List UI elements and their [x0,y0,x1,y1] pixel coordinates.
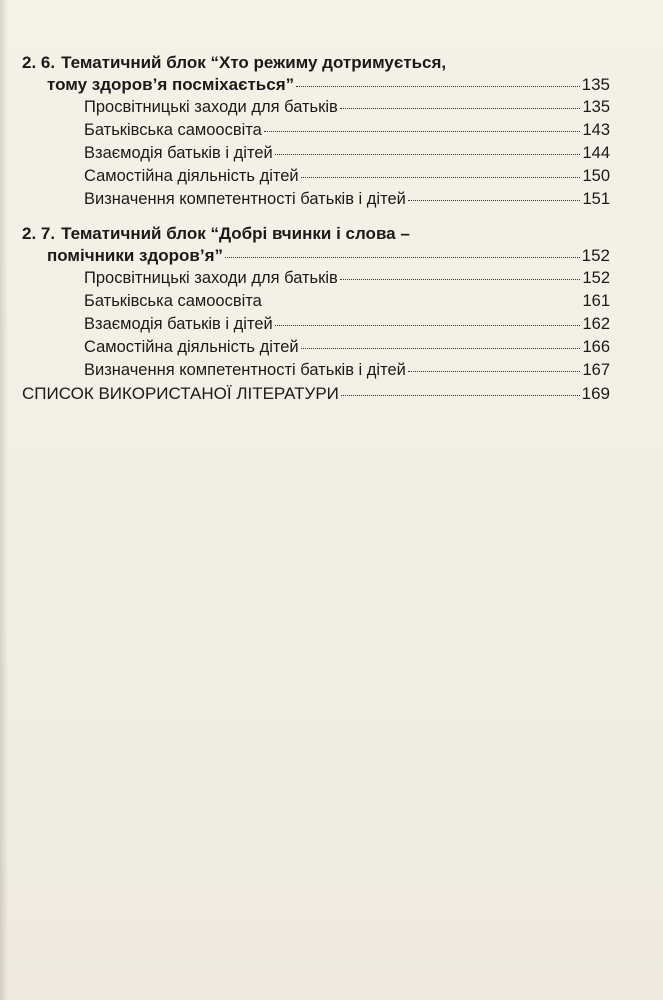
page-number: 169 [581,384,610,403]
toc-item[interactable] [22,119,610,142]
toc-item-label: Визначення компетентності батьків і дітей [84,190,406,208]
toc-item[interactable] [22,165,610,188]
leader-space [264,302,581,303]
leader-dots [264,131,581,132]
page-number: 152 [582,269,610,287]
section-number: 2. 7. [22,224,56,243]
toc-item[interactable] [22,336,610,359]
section-number: 2. 6. [22,53,56,72]
section-gap [22,211,610,223]
leader-dots [340,279,581,280]
leader-dots [408,371,581,372]
leader-dots [408,200,581,201]
section-title-line1: Тематичний блок “Добрі вчинки і слова – [61,224,410,243]
toc-item-label: Самостійна діяльність дітей [84,338,299,356]
toc-item[interactable] [22,290,610,313]
leader-dots [341,395,580,396]
toc-item[interactable] [22,142,610,165]
toc-item[interactable] [22,313,610,336]
page-edge-shadow [0,0,8,1000]
toc-item[interactable] [22,188,610,211]
leader-dots [225,257,580,258]
page-number: 167 [582,361,610,379]
toc-section-heading-cont[interactable] [22,74,610,96]
toc-bibliography[interactable] [22,382,610,405]
bibliography-label: СПИСОК ВИКОРИСТАНОЇ ЛІТЕРАТУРИ [22,384,339,403]
toc-item-label: Просвітницькі заходи для батьків [84,269,338,287]
page-number: 166 [582,338,610,356]
toc-item-label: Батьківська самоосвіта [84,292,262,310]
toc-item[interactable] [22,267,610,290]
leader-dots [301,348,581,349]
toc-item-label: Просвітницькі заходи для батьків [84,98,338,116]
page-number: 152 [581,246,610,265]
page-number: 150 [582,167,610,185]
toc-section-heading-cont[interactable] [22,245,610,267]
page-number: 144 [582,144,610,162]
section-title-line2: тому здоров’я посміхається” [47,75,295,94]
page-number: 162 [582,315,610,333]
leader-dots [275,154,581,155]
page-number: 151 [582,190,610,208]
toc-item-label: Взаємодія батьків і дітей [84,315,273,333]
page-number: 161 [582,292,610,310]
toc-item[interactable] [22,359,610,382]
page-number: 135 [581,75,610,94]
section-title-line2: помічники здоров’я” [47,246,223,265]
leader-dots [301,177,581,178]
toc-item-label: Батьківська самоосвіта [84,121,262,139]
page-number: 135 [582,98,610,116]
table-of-contents [22,52,610,405]
leader-dots [340,108,581,109]
toc-item-label: Самостійна діяльність дітей [84,167,299,185]
toc-item[interactable] [22,96,610,119]
leader-dots [275,325,581,326]
toc-section-heading[interactable] [22,52,610,74]
page-number: 143 [582,121,610,139]
leader-dots [296,86,579,87]
section-title-line1: Тематичний блок “Хто режиму дотримується, [61,53,447,72]
toc-section-heading[interactable] [22,223,610,245]
toc-item-label: Взаємодія батьків і дітей [84,144,273,162]
toc-item-label: Визначення компетентності батьків і дітей [84,361,406,379]
